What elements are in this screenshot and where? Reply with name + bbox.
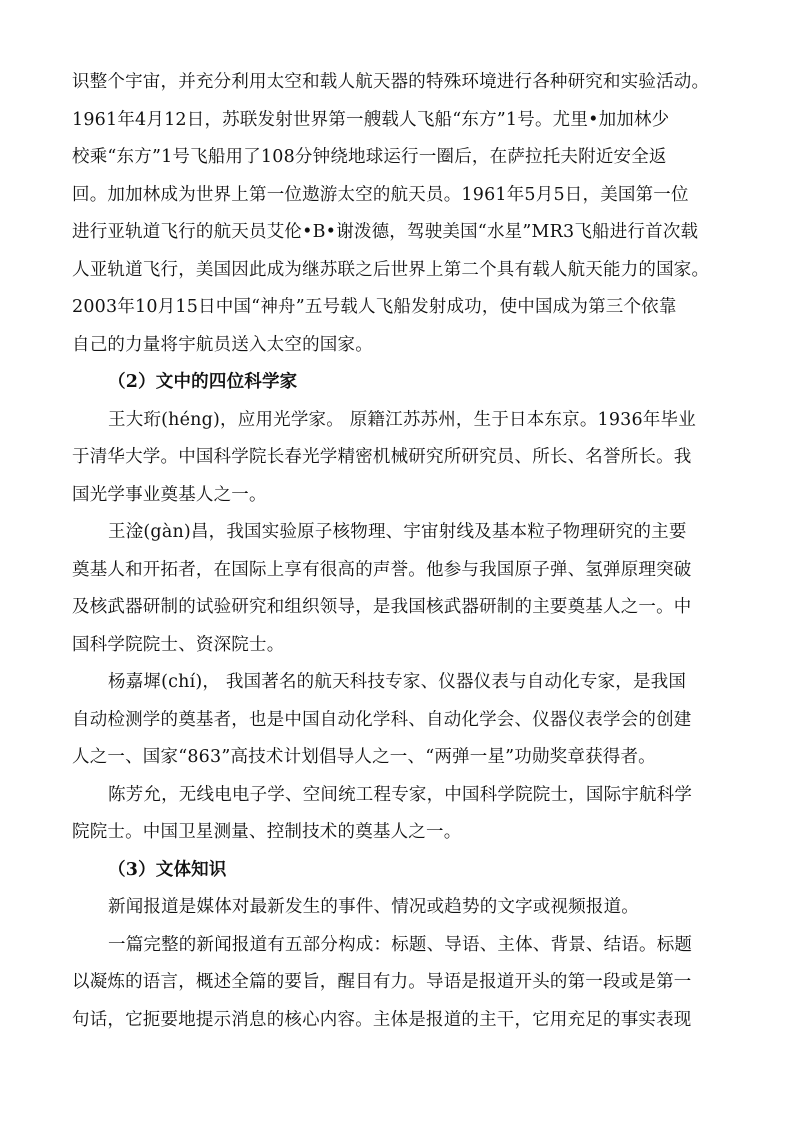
- paragraph-yang-jiachi: [72, 664, 732, 777]
- text-line: 及核武器研制的试验研究和组织领导，是我国核武器研制的主要奠基人之一。中: [72, 597, 692, 617]
- text-line: 进行亚轨道飞行的航天员艾伦•B•谢泼德，驾驶美国“水星”MR3飞船进行首次载: [72, 222, 699, 242]
- paragraph-chen-fangyun: [72, 777, 732, 852]
- paragraph-news-structure: [72, 927, 732, 1040]
- text-line: 人之一、国家“863”高技术计划倡导人之一、“两弹一星”功勋奖章获得者。: [72, 747, 656, 767]
- text-line: 1961年4月12日，苏联发射世界第一艘载人飞船“东方”1号。尤里•加加林少: [72, 109, 670, 130]
- text-line: 于清华大学。中国科学院长春光学精密机械研究所研究员、所长、名誉所长。我: [72, 447, 692, 467]
- paragraph-wang-daheng: [72, 402, 732, 515]
- paragraph-space-history: [72, 64, 732, 364]
- text-line: 自动检测学的奠基者，也是中国自动化学科、自动化学会、仪器仪表学会的创建: [72, 709, 692, 730]
- text-line: 2003年10月15日中国“神舟”五号载人飞船发射成功，使中国成为第三个依靠: [72, 297, 677, 317]
- section-heading-genre: （3）文体知识: [108, 859, 227, 880]
- text-line: 识整个宇宙，并充分利用太空和载人航天器的特殊环境进行各种研究和实验活动。: [72, 72, 710, 92]
- text-line: 自己的力量将宇航员送入太空的国家。: [72, 334, 373, 355]
- section-heading-scientists: （2）文中的四位科学家: [108, 372, 298, 392]
- text-line: 人亚轨道飞行，美国因此成为继苏联之后世界上第二个具有载人航天能力的国家。: [72, 259, 710, 280]
- text-line: 奠基人和开拓者，在国际上享有很高的声誉。他参与我国原子弹、氢弹原理突破: [72, 559, 692, 580]
- text-line: 王大珩(héng)，应用光学家。 原籍江苏苏州，生于日本东京。1936年毕业: [108, 409, 696, 430]
- text-line: 以凝炼的语言，概述全篇的要旨，醒目有力。导语是报道开头的第一段或是第一: [72, 972, 692, 992]
- text-line: 句话，它扼要地提示消息的核心内容。主体是报道的主干，它用充足的事实表现: [72, 1009, 692, 1030]
- text-line: 国光学事业奠基人之一。: [72, 484, 267, 505]
- text-line: 一篇完整的新闻报道有五部分构成：标题、导语、主体、背景、结语。标题: [108, 934, 693, 955]
- text-line: 陈芳允，无线电电子学、空间统工程专家，中国科学院院士，国际宇航科学: [108, 784, 693, 805]
- text-line: 新闻报道是媒体对最新发生的事件、情况或趋势的文字或视频报道。: [108, 897, 639, 917]
- text-line: 校乘“东方”1号飞船用了108分钟绕地球运行一圈后，在萨拉托夫附近安全返: [72, 147, 667, 167]
- paragraph-wang-ganchang: [72, 514, 732, 664]
- text-line: 王淦(gàn)昌，我国实验原子核物理、宇宙射线及基本粒子物理研究的主要: [108, 522, 687, 542]
- document-body: [72, 64, 732, 1039]
- text-line: 回。加加林成为世界上第一位遨游太空的航天员。1961年5月5日，美国第一位: [72, 184, 689, 205]
- text-line: 杨嘉墀(chí)， 我国著名的航天科技专家、仪器仪表与自动化专家，是我国: [108, 672, 687, 692]
- text-line: 院院士。中国卫星测量、控制技术的奠基人之一。: [72, 822, 462, 842]
- text-line: 国科学院院士、资深院士。: [72, 634, 285, 655]
- paragraph-news-definition: [72, 889, 732, 927]
